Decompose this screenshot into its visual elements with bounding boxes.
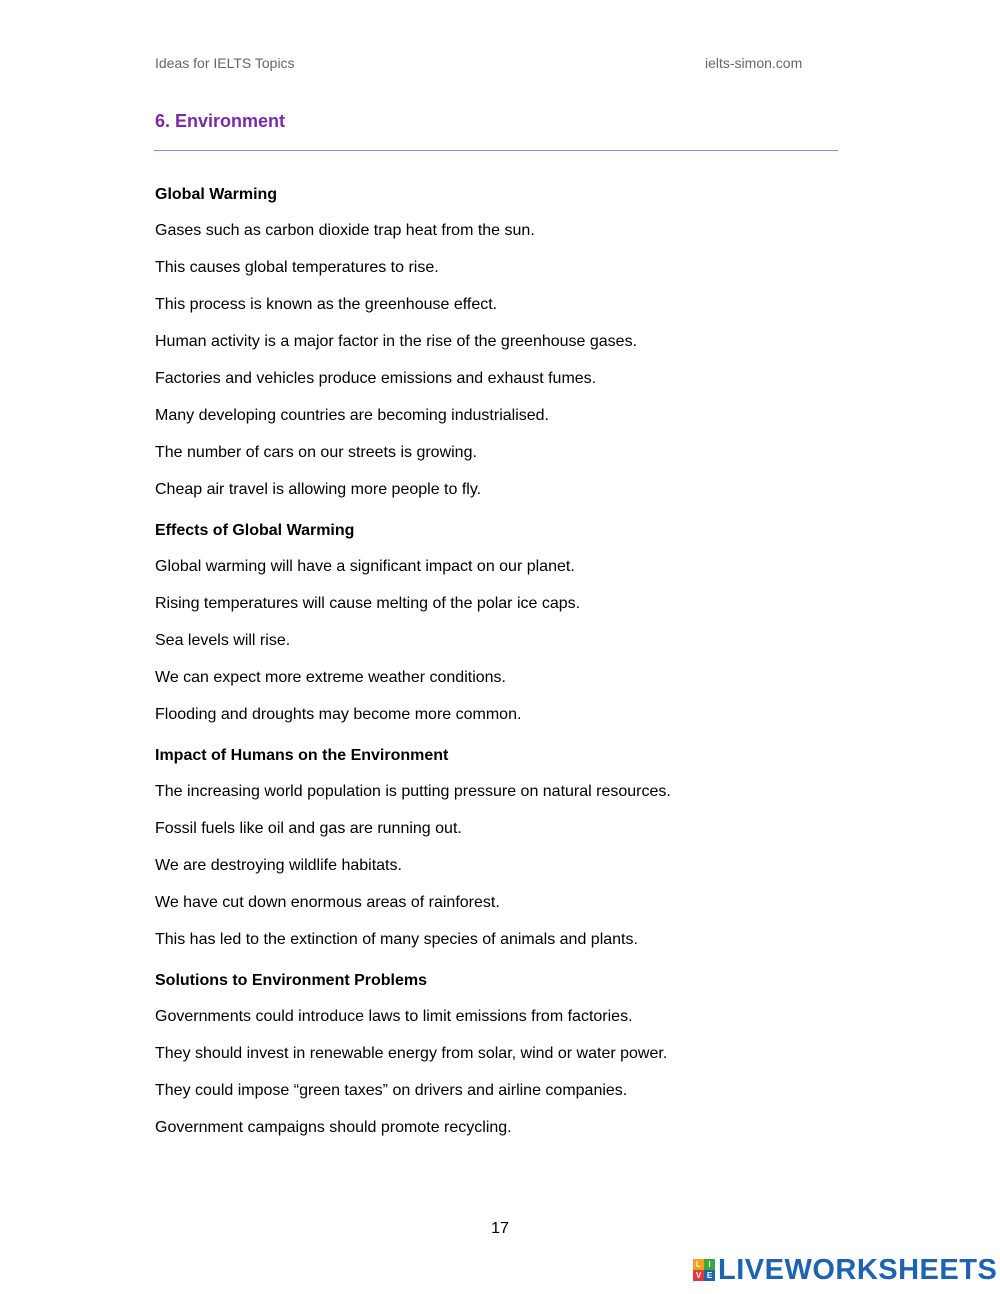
topic-line: Rising temperatures will cause melting of the polar ice caps. <box>155 595 581 612</box>
logo-letter-e: E <box>704 1270 715 1281</box>
topic-line: Fossil fuels like oil and gas are running out. <box>155 820 462 837</box>
topic-line: Flooding and droughts may become more common. <box>155 706 522 723</box>
topic-line: The increasing world population is putting pressure on natural resources. <box>155 783 671 800</box>
logo-letter-i: I <box>704 1259 715 1270</box>
topic-group-impact-of-humans <box>155 745 845 951</box>
topic-group-effects-of-global-warming <box>155 520 845 726</box>
topic-heading: Global Warming <box>155 186 278 203</box>
section-title: 6. Environment <box>155 111 286 131</box>
topic-line: They could impose “green taxes” on drivers and airline companies. <box>155 1082 628 1099</box>
topic-line: Sea levels will rise. <box>155 632 291 649</box>
topic-line: Human activity is a major factor in the rise of the greenhouse gases. <box>155 333 638 350</box>
topic-line: They should invest in renewable energy from solar, wind or water power. <box>155 1045 668 1062</box>
topic-line: We can expect more extreme weather conditions. <box>155 669 506 686</box>
topic-line: The number of cars on our streets is growing. <box>155 444 477 461</box>
section-divider <box>154 150 838 151</box>
topic-line: We are destroying wildlife habitats. <box>155 857 402 874</box>
liveworksheets-wordmark: LIVEWORKSHEETS <box>718 1253 998 1286</box>
topic-line: This process is known as the greenhouse effect. <box>155 296 498 313</box>
topic-line: We have cut down enormous areas of rainforest. <box>155 894 500 911</box>
logo-letter-v: V <box>693 1270 704 1281</box>
page-number: 17 <box>491 1220 509 1237</box>
header-document-title: Ideas for IELTS Topics <box>155 55 295 71</box>
topic-line: This has led to the extinction of many species of animals and plants. <box>155 931 638 948</box>
topic-heading: Effects of Global Warming <box>155 522 355 539</box>
topic-line: This causes global temperatures to rise. <box>155 259 439 276</box>
topic-group-solutions <box>155 970 845 1139</box>
topic-line: Gases such as carbon dioxide trap heat from the sun. <box>155 222 535 239</box>
topic-line: Global warming will have a significant impact on our planet. <box>155 558 575 575</box>
topic-line: Factories and vehicles produce emissions and exhaust fumes. <box>155 370 597 387</box>
topic-line: Cheap air travel is allowing more people to fly. <box>155 481 482 498</box>
logo-letter-l: L <box>693 1259 704 1270</box>
topic-line: Many developing countries are becoming industrialised. <box>155 407 549 424</box>
liveworksheets-logo-icon <box>693 1259 715 1281</box>
topic-line: Government campaigns should promote recycling. <box>155 1119 512 1136</box>
content-body <box>155 184 845 1158</box>
topic-heading: Impact of Humans on the Environment <box>155 747 449 764</box>
liveworksheets-logo[interactable] <box>693 1255 997 1285</box>
topic-line: Governments could introduce laws to limit emissions from factories. <box>155 1008 633 1025</box>
topic-heading: Solutions to Environment Problems <box>155 972 428 989</box>
header-website: ielts-simon.com <box>705 55 803 71</box>
topic-group-global-warming <box>155 184 845 501</box>
